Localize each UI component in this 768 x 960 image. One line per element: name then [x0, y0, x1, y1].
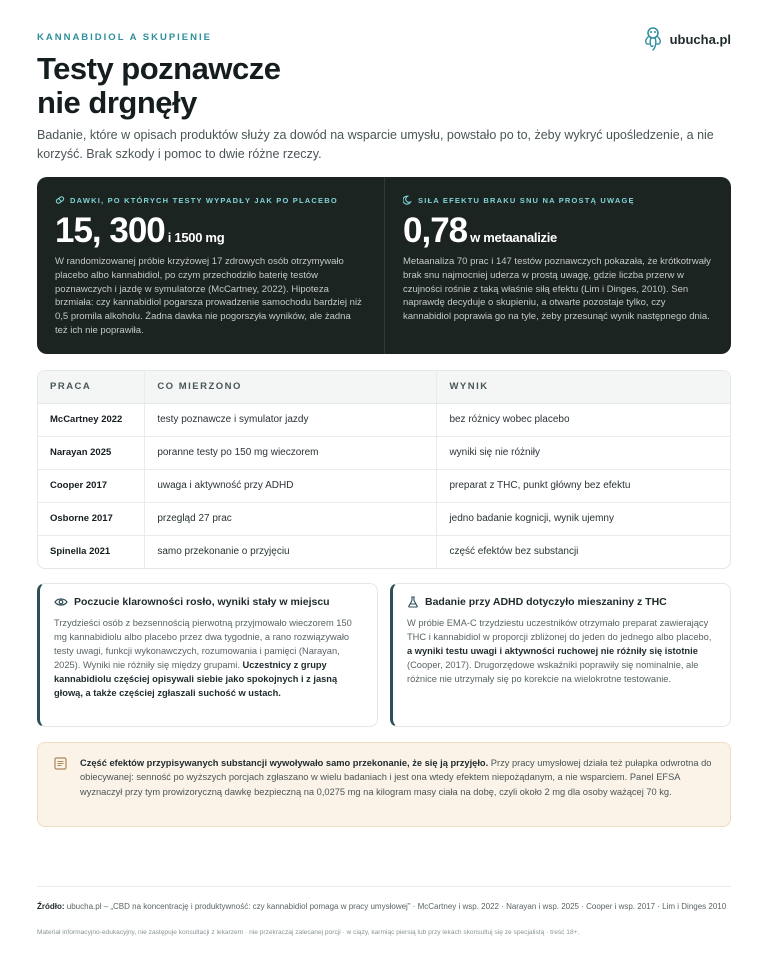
card-clarity-text	[54, 616, 363, 700]
pill-icon	[55, 195, 65, 205]
table-cell-result: bez różnicy wobec placebo	[437, 403, 730, 436]
stat-doses-number: 15, 300	[55, 211, 165, 250]
table-cell-study: Osborne 2017	[38, 502, 145, 535]
stat-sleep-kicker	[403, 195, 713, 205]
table-cell-measured: samo przekonanie o przyjęciu	[145, 535, 437, 568]
card-adhd-text-c: (Cooper, 2017). Drugorzędowe wskaźniki poprawiły się nominalnie, ale różnice nie utrzymały się po korekcie na wielokrotne testowanie.	[407, 660, 699, 684]
table-header-measured: CO MIERZONO	[145, 371, 437, 403]
stat-doses	[37, 177, 384, 354]
table-cell-result: preparat z THC, punkt główny bez efektu	[437, 469, 730, 502]
page-title	[37, 52, 537, 120]
stat-doses-value	[55, 211, 366, 251]
studies-table	[37, 370, 731, 569]
card-clarity-text-a: Trzydzieści osób z bezsennością pierwotną przyjmowało wieczorem 150 mg kannabidiolu albo placebo przez dwa tygodnie, a rano rozwiązywało testy uwagi, funkcji wykonawczych, rozumowania i pamięci (Narayan, 2025). Wyniki nie różniły się między grupami.	[54, 618, 352, 670]
card-clarity-title: Poczucie klarowności rosło, wyniki stały w miejscu	[74, 596, 330, 608]
table-row	[38, 469, 730, 502]
stat-sleep-kicker-text: SIŁA EFEKTU BRAKU SNU NA PROSTĄ UWAGĘ	[418, 195, 635, 205]
lead-paragraph: Badanie, które w opisach produktów służy za dowód na wsparcie umysłu, powstało po to, żeby wykryć upośledzenie, a nie korzyść. Brak szkody i pomoc to dwie różne rzeczy.	[37, 128, 714, 161]
table-cell-study: Cooper 2017	[38, 469, 145, 502]
brand-mascot-icon	[642, 26, 664, 52]
table-cell-measured: poranne testy po 150 mg wieczorem	[145, 436, 437, 469]
flask-icon	[407, 596, 419, 608]
brand-name: ubucha.pl	[669, 31, 731, 47]
note-text	[80, 756, 714, 799]
title-line-2: nie drgnęły	[37, 85, 197, 120]
card-adhd-text-a: W próbie EMA-C trzydziestu uczestników otrzymało preparat zawierający THC i kannabidiol w proporcji zbliżonej do jeden do jednego albo placebo,	[407, 618, 712, 642]
source-label: Źródło:	[37, 902, 65, 911]
table-row	[38, 436, 730, 469]
studies-table-grid	[38, 371, 730, 568]
note-icon	[54, 757, 67, 770]
table-cell-result: część efektów bez substancji	[437, 535, 730, 568]
stat-sleep-text: Metaanaliza 70 prac i 147 testów poznawczych pokazała, że krótkotrwały brak snu najmocniej uderza w prostą uwagę, gdzie liczba przerw w czujności rośnie z taką właśnie siłą efektu (Lim i Dinges, 2010). Sen naprawdę decyduje o skupieniu, a otwarte pozostaje tylko, czy kannabidiol poprawia go na tyle, żeby przesunąć wynik następnego dnia.	[403, 256, 711, 323]
table-header-study: PRACA	[38, 371, 145, 403]
disclaimer: Materiał informacyjno-edukacyjny, nie zastępuje konsultacji z lekarzem · nie przekraczaj zalecanej porcji · w ciąży, karmiąc piersią lub przy lekach skonsultuj się ze specjalistą · treść 18+.	[37, 929, 580, 936]
section-kicker: KANNABIDIOL A SKUPIENIE	[37, 32, 212, 43]
table-header-row	[38, 371, 730, 403]
stat-sleep-unit: w metaanalizie	[470, 230, 557, 245]
stat-sleep-number: 0,78	[403, 211, 468, 250]
card-clarity-heading	[54, 596, 363, 608]
brand-logo[interactable]	[642, 26, 731, 52]
table-cell-study: Narayan 2025	[38, 436, 145, 469]
table-cell-measured: testy poznawcze i symulator jazdy	[145, 403, 437, 436]
table-row	[38, 502, 730, 535]
table-cell-measured: przegląd 27 prac	[145, 502, 437, 535]
stats-panel	[37, 177, 731, 354]
card-clarity-text-bold: Uczestnicy z grupy kannabidiolu częściej opisywali siebie jako spokojnych i z jasną głową, a także częściej zgłaszali suchość w ustach.	[54, 660, 338, 698]
table-cell-study: McCartney 2022	[38, 403, 145, 436]
table-row	[38, 535, 730, 568]
table-cell-result: wyniki się nie różniły	[437, 436, 730, 469]
table-cell-measured: uwaga i aktywność przy ADHD	[145, 469, 437, 502]
stat-sleep-value	[403, 211, 713, 251]
footer-divider	[37, 886, 731, 887]
note-body: Przy pracy umysłowej działa też pułapka odwrotna do obiecywanej: senność po wyższych porcjach zgłaszano w wielu badaniach i jest ona wtedy efektem niepożądanym, a nie wsparciem. Panel EFSA wyznaczył przy tym prowizoryczną dawkę bezpieczną na 0,0275 mg na kilogram masy ciała na dobę, czyli około 2 mg dla osoby ważącej 70 kg.	[80, 758, 712, 797]
table-header-result: WYNIK	[437, 371, 730, 403]
card-adhd-heading	[407, 596, 716, 608]
stat-sleep	[384, 177, 731, 354]
eye-icon	[54, 597, 68, 607]
table-cell-result: jedno badanie kognicji, wynik ujemny	[437, 502, 730, 535]
stat-doses-unit: i 1500 mg	[167, 230, 225, 245]
table-cell-study: Spinella 2021	[50, 546, 111, 558]
stat-doses-kicker	[55, 195, 366, 205]
card-adhd-title: Badanie przy ADHD dotyczyło mieszaniny z THC	[425, 596, 667, 608]
card-clarity	[37, 583, 378, 727]
placebo-note	[37, 742, 731, 827]
note-bold: Część efektów przypisywanych substancji wywoływało samo przekonanie, że się ją przyjęło.	[80, 758, 489, 768]
source-line	[37, 901, 731, 913]
card-adhd	[390, 583, 731, 727]
stat-doses-kicker-text: DAWKI, PO KTÓRYCH TESTY WYPADŁY JAK PO PLACEBO	[70, 195, 338, 205]
stat-doses-text: W randomizowanej próbie krzyżowej 17 zdrowych osób otrzymywało placebo albo kannabidiol, po czym przechodziło baterię testów poznawczych i jazdę w symulatorze (McCartney, 2022). Hipoteza brzmiała: czy kannabidiol pogarsza prowadzenie samochodu bardziej niż 0,5 promila alkoholu. Żadna dawka nie pogorszyła wyników, ale żadna też ich nie poprawiła.	[55, 256, 362, 336]
card-adhd-text	[407, 616, 716, 686]
moon-icon	[403, 195, 413, 205]
table-row	[38, 403, 730, 436]
title-line-1: Testy poznawcze	[37, 51, 281, 86]
source-text: ubucha.pl – „CBD na koncentrację i produktywność: czy kannabidiol pomaga w pracy umysłowej” · McCartney i wsp. 2022 · Narayan i wsp. 2025 · Cooper i wsp. 2017 · Lim i Dinges 2010	[64, 902, 727, 911]
card-adhd-text-bold: a wyniki testu uwagi i aktywności ruchowej nie różniły się istotnie	[407, 646, 698, 656]
page	[37, 0, 731, 960]
